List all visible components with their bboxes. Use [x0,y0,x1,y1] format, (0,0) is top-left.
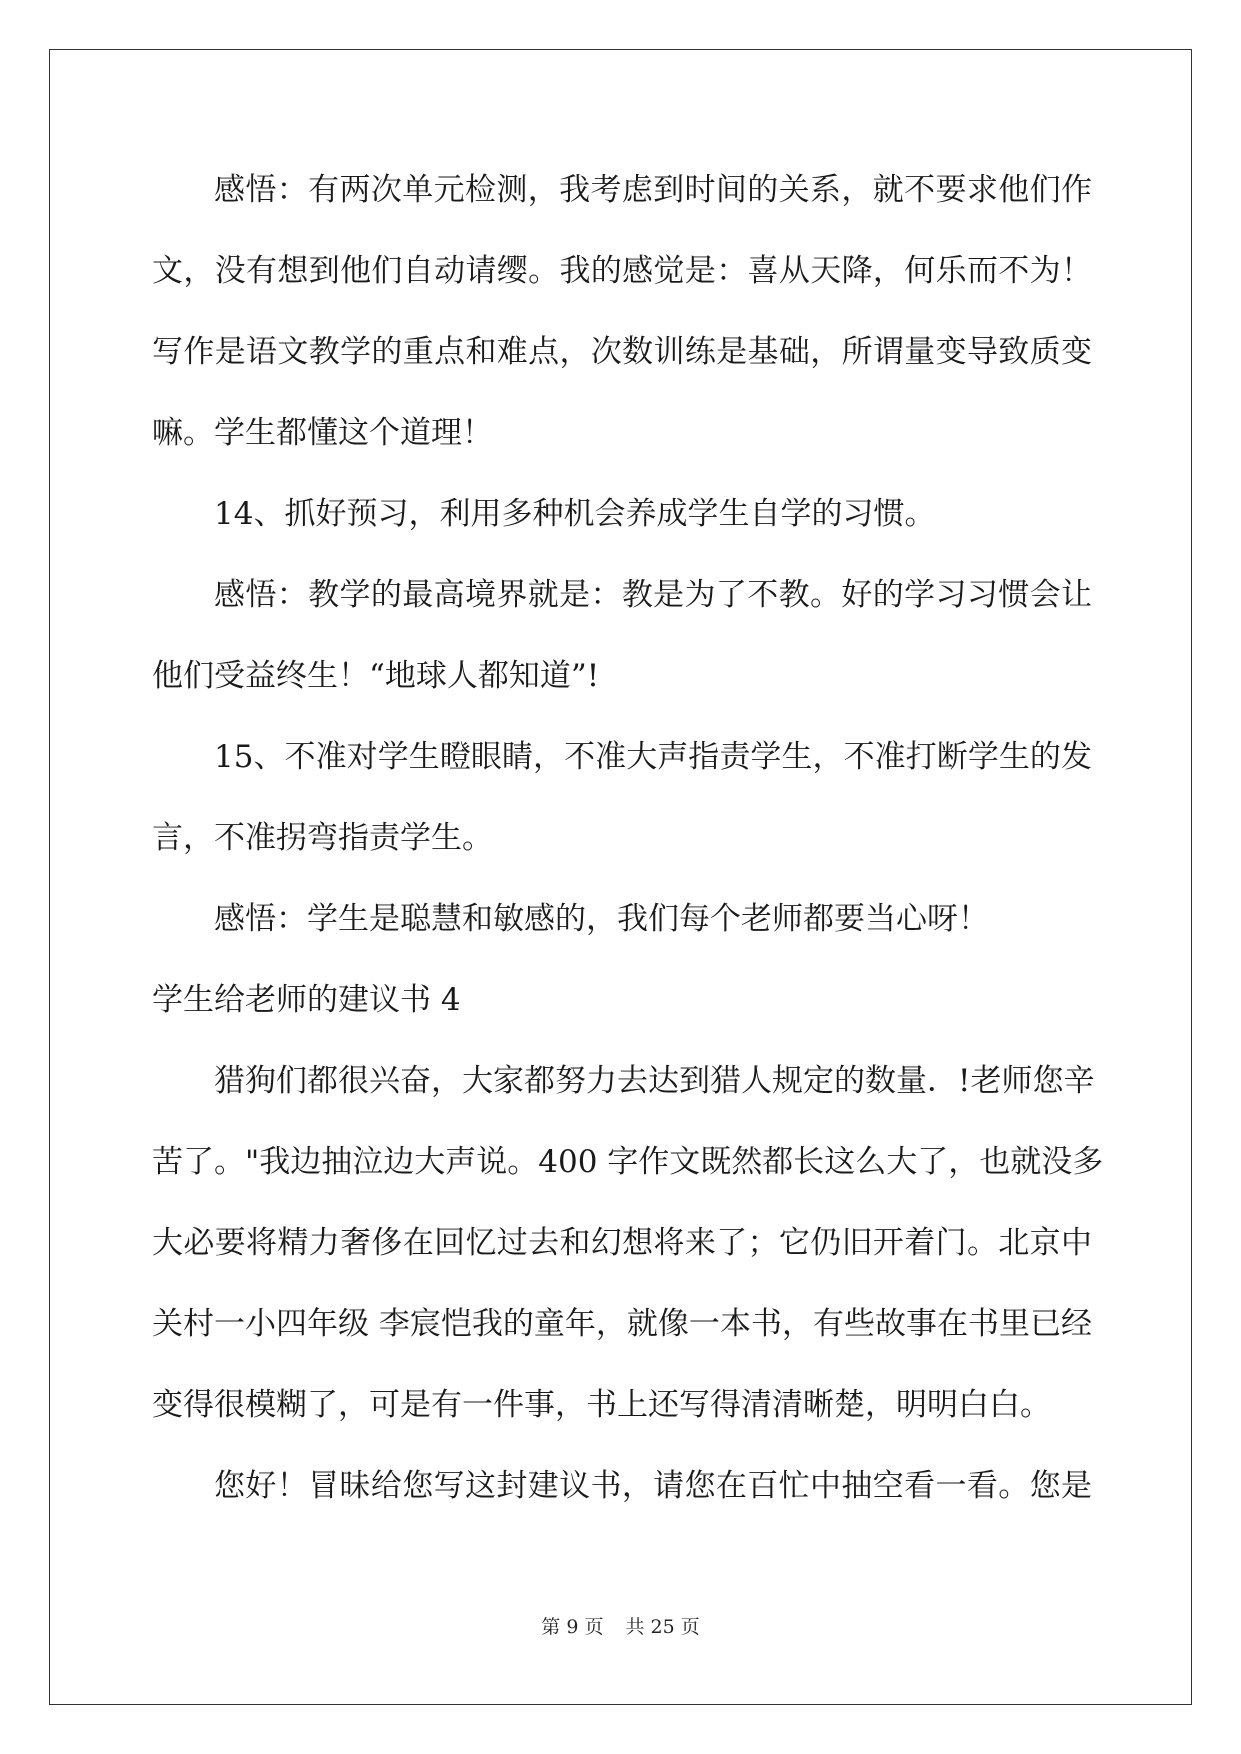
text-line: 文，没有想到他们自动请缨。我的感觉是：喜从天降，何乐而不为！ [152,253,1092,289]
text-line: 嘛。学生都懂这个道理！ [152,415,493,451]
page-total: 共 25 页 [625,1616,700,1638]
text-line: 变得很模糊了，可是有一件事，书上还写得清清晰楚，明明白白。 [152,1387,1051,1423]
text-line: 他们受益终生！“地球人都知道”! [152,658,600,694]
text-line: 15、不准对学生瞪眼睛，不准大声指责学生，不准打断学生的发 [214,739,1092,775]
text-line: 猎狗们都很兴奋，大家都努力去达到猎人规定的数量．!老师您辛 [214,1063,1095,1099]
page-number: 第 9 页 [541,1616,604,1638]
text-line: 感悟：有两次单元检测，我考虑到时间的关系，就不要求他们作 [214,172,1092,208]
page-footer [0,1612,1241,1639]
text-line: 14、抓好预习，利用多种机会养成学生自学的习惯。 [214,496,936,532]
text-line: 感悟：教学的最高境界就是：教是为了不教。好的学习习惯会让 [214,577,1092,613]
text-line: 写作是语文教学的重点和难点，次数训练是基础，所谓量变导致质变 [152,334,1092,370]
document-body [152,160,1104,1537]
text-line: 您好！冒昧给您写这封建议书，请您在百忙中抽空看一看。您是 [214,1468,1092,1504]
text-line: 苦了。"我边抽泣边大声说。400 字作文既然都长这么大了，也就没多 [152,1144,1104,1180]
text-line: 言，不准拐弯指责学生。 [152,820,493,856]
section-heading: 学生给老师的建议书 4 [152,982,461,1018]
text-line: 关村一小四年级 李宸恺我的童年，就像一本书，有些故事在书里已经 [152,1306,1092,1342]
text-line: 大必要将精力奢侈在回忆过去和幻想将来了；它仍旧开着门。北京中 [152,1225,1092,1261]
text-line: 感悟：学生是聪慧和敏感的，我们每个老师都要当心呀！ [214,901,989,937]
